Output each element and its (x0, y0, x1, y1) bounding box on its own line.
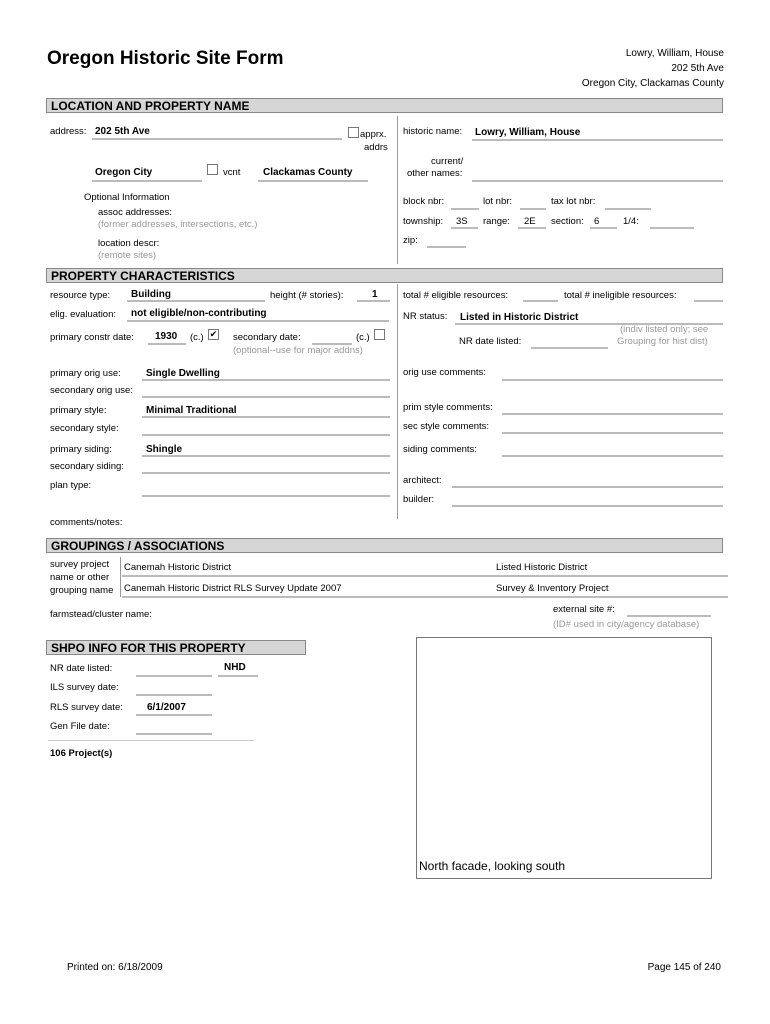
grouping-divider (120, 557, 121, 597)
nr-status-value[interactable]: Listed in Historic District (460, 312, 579, 323)
total-eligible-underline (523, 300, 558, 302)
quarter-underline (650, 227, 694, 229)
shpo-nr-date-label: NR date listed: (50, 663, 113, 674)
zip-underline (427, 246, 466, 248)
projects-label: 106 Project(s) (50, 748, 113, 759)
apprx-label: apprx. (360, 129, 387, 140)
secondary-date-hint: (optional--use for major addns) (233, 345, 363, 356)
grouping-2-underline (122, 596, 728, 598)
sec-style-comments-label: sec style comments: (403, 421, 490, 432)
rls-label: RLS survey date: (50, 702, 123, 713)
header-property-name: Lowry, William, House (625, 48, 724, 59)
lot-nbr-underline (520, 208, 546, 210)
grouping-2-name: Canemah Historic District RLS Survey Update 2007 (124, 583, 342, 594)
architect-label: architect: (403, 475, 442, 486)
grouping-2-type: Survey & Inventory Project (496, 583, 609, 594)
township-value[interactable]: 3S (456, 216, 468, 227)
primary-constr-value[interactable]: 1930 (155, 331, 178, 342)
shpo-nr-date-underline-2 (218, 675, 258, 677)
other-names-label: other names: (407, 168, 463, 179)
farmstead-label: farmstead/cluster name: (50, 609, 152, 620)
external-site-underline (627, 615, 711, 617)
grouping-1-underline (122, 575, 728, 577)
survey-label-1: survey project (50, 559, 110, 570)
survey-label-3: grouping name (50, 585, 114, 596)
secondary-style-label: secondary style: (50, 423, 119, 434)
rls-value[interactable]: 6/1/2007 (147, 702, 186, 713)
height-underline (357, 300, 390, 302)
block-nbr-underline (451, 208, 479, 210)
printed-date: Printed on: 6/18/2009 (67, 962, 163, 973)
form-title: Oregon Historic Site Form (47, 48, 284, 69)
block-nbr-label: block nbr: (403, 196, 445, 207)
total-ineligible-label: total # ineligible resources: (564, 290, 677, 301)
indiv-hint-2: Grouping for hist dist) (617, 336, 708, 347)
builder-underline (452, 505, 723, 507)
township-label: township: (403, 216, 444, 227)
primary-siding-underline (142, 455, 390, 457)
primary-orig-use-underline (142, 379, 390, 381)
height-value[interactable]: 1 (372, 289, 378, 300)
secondary-style-underline (142, 434, 390, 436)
zip-label: zip: (403, 235, 418, 246)
gen-file-underline (136, 733, 212, 735)
assoc-addresses-hint: (former addresses, intersections, etc.) (98, 219, 258, 230)
prim-style-comments-label: prim style comments: (403, 402, 493, 413)
historic-name-label: historic name: (403, 126, 463, 137)
section-property-header: PROPERTY CHARACTERISTICS (46, 268, 723, 283)
primary-style-label: primary style: (50, 405, 107, 416)
primary-orig-use-label: primary orig use: (50, 368, 121, 379)
survey-label-2: name or other (50, 572, 110, 583)
column-divider-2 (397, 284, 398, 519)
nr-status-label: NR status: (403, 311, 448, 322)
primary-orig-use-value[interactable]: Single Dwelling (146, 368, 220, 379)
location-descr-label: location descr: (98, 238, 160, 249)
secondary-siding-label: secondary siding: (50, 461, 124, 472)
header-address: 202 5th Ave (671, 63, 724, 74)
nr-date-listed-underline (531, 347, 608, 349)
external-site-label: external site #: (553, 604, 615, 615)
orig-use-comments-label: orig use comments: (403, 367, 486, 378)
section-underline (590, 227, 617, 229)
header-city-county: Oregon City, Clackamas County (581, 78, 724, 89)
vcnt-checkbox[interactable] (207, 164, 218, 175)
plan-type-label: plan type: (50, 480, 92, 491)
tax-lot-label: tax lot nbr: (551, 196, 596, 207)
primary-style-value[interactable]: Minimal Traditional (146, 405, 237, 416)
rls-underline (136, 714, 212, 716)
primary-constr-label: primary constr date: (50, 332, 134, 343)
shpo-nr-date-value[interactable]: NHD (224, 662, 246, 673)
addrs-label: addrs (364, 142, 388, 153)
primary-constr-underline (148, 343, 186, 345)
ils-underline (136, 694, 212, 696)
elig-label: elig. evaluation: (50, 309, 117, 320)
resource-type-value[interactable]: Building (131, 289, 171, 300)
resource-type-label: resource type: (50, 290, 111, 301)
external-site-hint: (ID# used in city/agency database) (553, 619, 700, 630)
range-underline (518, 227, 546, 229)
section-label: section: (551, 216, 584, 227)
page-number: Page 145 of 240 (647, 962, 721, 973)
range-value[interactable]: 2E (524, 216, 536, 227)
tax-lot-underline (605, 208, 651, 210)
address-value[interactable]: 202 5th Ave (95, 126, 150, 137)
section-location-header: LOCATION AND PROPERTY NAME (46, 98, 723, 113)
c-label-2: (c.) (356, 332, 370, 343)
shpo-nr-date-underline-1 (136, 675, 212, 677)
historic-name-underline (472, 139, 723, 141)
gen-file-label: Gen File date: (50, 721, 110, 732)
indiv-hint-1: (indiv listed only; see (620, 324, 709, 335)
quarter-label: 1/4: (623, 216, 639, 227)
primary-style-underline (142, 416, 390, 418)
county-underline (258, 180, 368, 182)
grouping-1-type: Listed Historic District (496, 562, 588, 573)
section-groupings-header: GROUPINGS / ASSOCIATIONS (46, 538, 723, 553)
address-label: address: (50, 126, 87, 137)
primary-siding-value[interactable]: Shingle (146, 444, 183, 455)
grouping-1-name: Canemah Historic District (124, 562, 232, 573)
resource-type-underline (127, 300, 265, 302)
total-eligible-label: total # eligible resources: (403, 290, 509, 301)
county-value[interactable]: Clackamas County (263, 167, 353, 178)
vcnt-label: vcnt (223, 167, 241, 178)
other-names-underline (472, 180, 723, 182)
lot-nbr-label: lot nbr: (483, 196, 513, 207)
prim-style-comments-underline (502, 413, 723, 415)
siding-comments-label: siding comments: (403, 444, 477, 455)
range-label: range: (483, 216, 510, 227)
township-underline (451, 227, 478, 229)
architect-underline (452, 486, 723, 488)
plan-type-underline (142, 495, 390, 497)
secondary-orig-use-underline (142, 396, 390, 398)
siding-comments-underline (502, 455, 723, 457)
secondary-date-label: secondary date: (233, 332, 301, 343)
city-value[interactable]: Oregon City (95, 167, 153, 178)
ils-label: ILS survey date: (50, 682, 119, 693)
optional-info-label: Optional Information (84, 192, 170, 203)
photo-caption: North facade, looking south (419, 859, 566, 873)
builder-label: builder: (403, 494, 435, 505)
total-ineligible-underline (694, 300, 723, 302)
section-shpo-header: SHPO INFO FOR THIS PROPERTY (46, 640, 306, 655)
address-underline (92, 138, 342, 140)
sec-style-comments-underline (502, 432, 723, 434)
orig-use-comments-underline (502, 379, 723, 381)
location-descr-hint: (remote sites) (98, 250, 157, 261)
city-underline (92, 180, 202, 182)
c-label-1: (c.) (190, 332, 204, 343)
column-divider (397, 116, 398, 264)
circa-checkbox-2[interactable] (374, 329, 385, 340)
section-value[interactable]: 6 (594, 216, 600, 227)
circa-checkbox-checked[interactable]: ✔ (209, 329, 218, 339)
comments-label: comments/notes: (50, 517, 123, 528)
primary-siding-label: primary siding: (50, 444, 112, 455)
current-label: current/ (431, 156, 464, 167)
photo-frame (416, 637, 712, 879)
assoc-addresses-label: assoc addresses: (98, 207, 172, 218)
secondary-siding-underline (142, 472, 390, 474)
nr-date-listed-label: NR date listed: (459, 336, 522, 347)
height-label: height (# stories): (270, 290, 344, 301)
shpo-divider (48, 740, 254, 741)
apprx-addrs-checkbox[interactable] (348, 127, 359, 138)
elig-value[interactable]: not eligible/non-contributing (131, 308, 267, 319)
historic-name-value[interactable]: Lowry, William, House (475, 127, 581, 138)
secondary-orig-use-label: secondary orig use: (50, 385, 133, 396)
elig-underline (127, 320, 389, 322)
